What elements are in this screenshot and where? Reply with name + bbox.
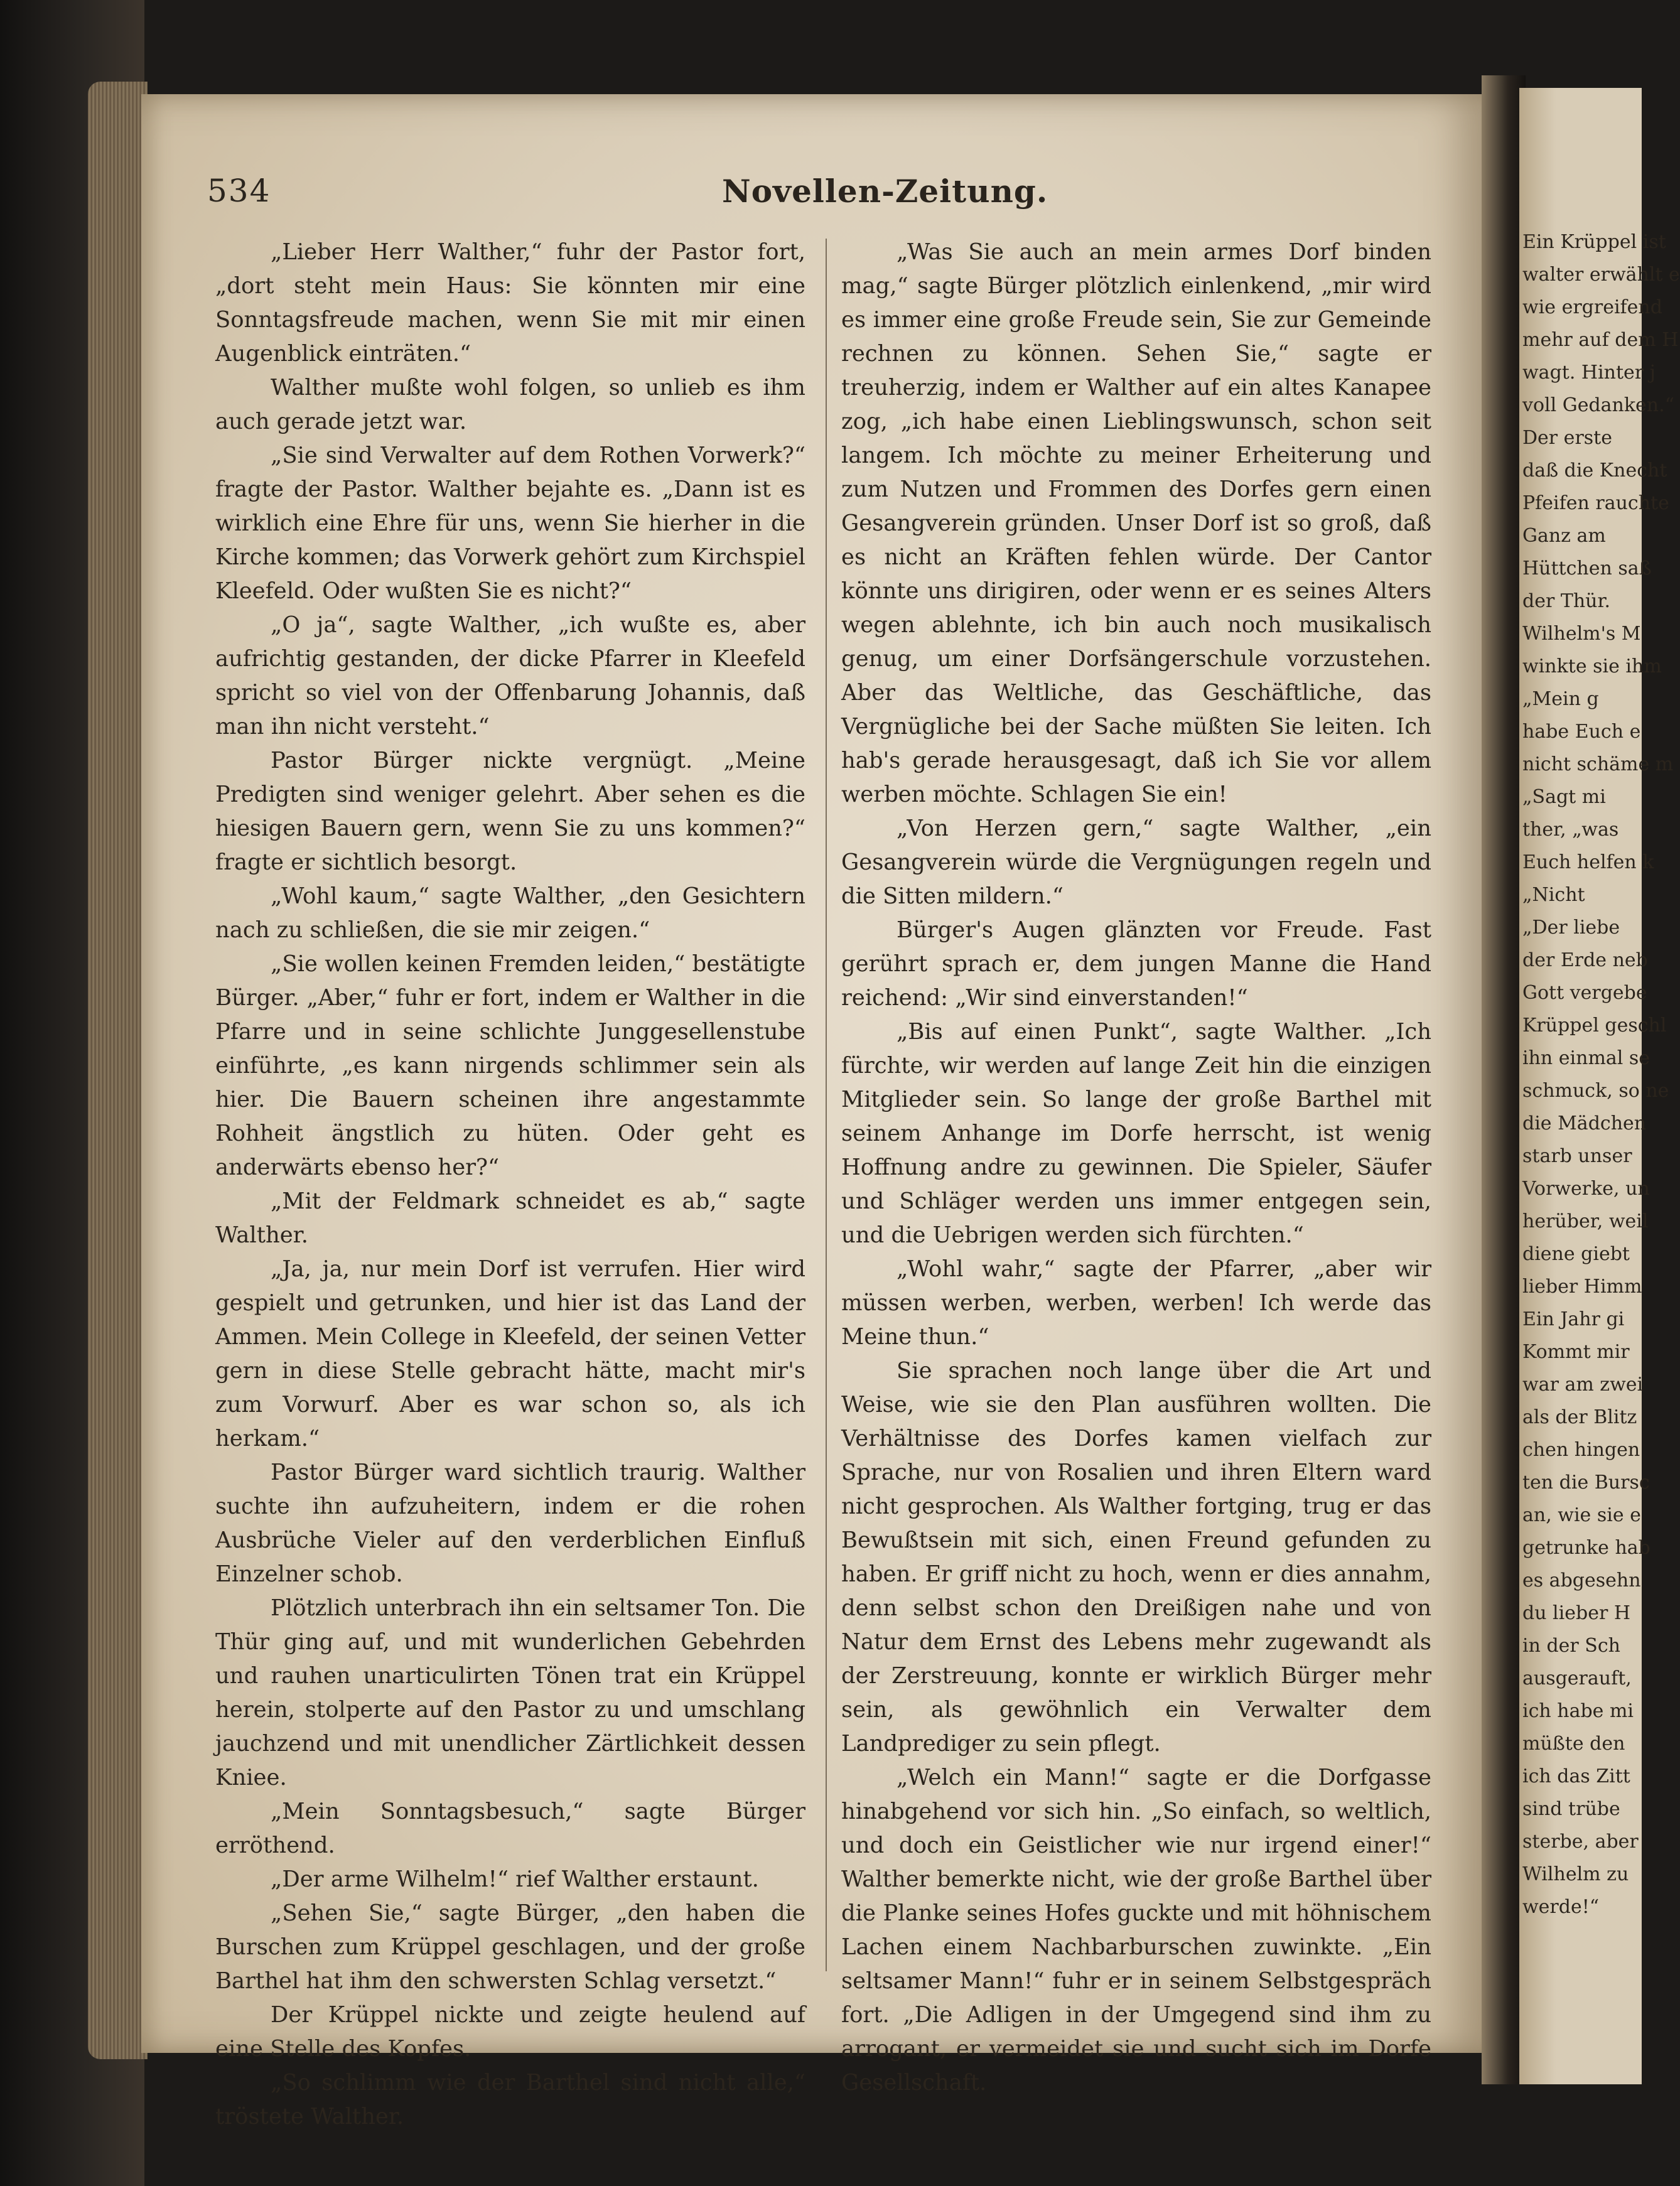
facing-page-line: winkte sie ihm	[1522, 655, 1662, 677]
facing-page-line: diene giebt	[1522, 1243, 1630, 1265]
facing-page-line: Gott vergebe	[1522, 982, 1647, 1004]
page-header	[207, 173, 1475, 223]
facing-page-line: sterbe, aber	[1522, 1831, 1639, 1853]
paragraph: Pastor Bürger nickte vergnügt. „Meine Predigten sind weniger gelehrt. Aber sehen es die hiesigen Bauern gern, wenn Sie zu uns kommen?“ fragte er sichtlich besorgt.	[215, 748, 805, 875]
facing-page-line: walter erwählt e	[1522, 264, 1680, 286]
page-number: 534	[207, 173, 271, 209]
paragraph: „Was Sie auch an mein armes Dorf binden mag,“ sagte Bürger plötzlich einlenkend, „mir wird es immer eine große Freude sein, Sie zur Gemeinde rechnen zu können. Sehen Sie,“ sagte er treuherzig, indem er Walther auf ein altes Kanapee zog, „ich habe einen Lieblingswunsch, schon seit langem. Ich möchte zu meiner Erheiterung und zum Nutzen und Frommen des Dorfes gern einen Gesangverein gründen. Unser Dorf ist so groß, daß es nicht an Kräften fehlen würde. Der Cantor könnte uns dirigiren, oder wenn er es seines Alters wegen ablehnte, ich bin auch noch musikalisch genug, um einer Dorfsängerschule vorzustehen. Aber das Weltliche, das Geschäftliche, das Vergnügliche bei der Sache müßten Sie leiten. Ich hab's gerade herausgesagt, daß ich Sie vor allem werben möchte. Schlagen Sie ein!	[841, 239, 1431, 807]
facing-page-line: ther, „was	[1522, 819, 1619, 841]
facing-page-line: nicht schäme m	[1522, 753, 1674, 775]
facing-page-line: Der erste	[1522, 427, 1612, 449]
facing-page-line: der Erde neb	[1522, 949, 1648, 971]
facing-page-line: werde!“	[1522, 1896, 1600, 1918]
paragraph: Pastor Bürger ward sichtlich traurig. Walther suchte ihn aufzuheitern, indem er die rohen Ausbrüche Vieler auf den verderblichen Einfluß Einzelner schob.	[215, 1460, 805, 1587]
paragraph: Plötzlich unterbrach ihn ein seltsamer Ton. Die Thür ging auf, und mit wunderlichen Gebehrden und rauhen unarticulirten Tönen trat ein Krüppel herein, stolperte auf den Pastor zu und umschlang jauchzend und mit unendlicher Zärtlichkeit dessen Kniee.	[215, 1595, 805, 1790]
facing-page-line: herüber, weil	[1522, 1210, 1649, 1232]
paragraph: „Ja, ja, nur mein Dorf ist verrufen. Hier wird gespielt und getrunken, und hier ist das Land der Ammen. Mein College in Kleefeld, der seinen Vetter gern in diese Stelle gebracht hätte, macht mir's zum Vorwurf. Aber es war schon so, als ich herkam.“	[215, 1256, 805, 1451]
facing-page-line: ihn einmal se	[1522, 1047, 1650, 1069]
paragraph: Bürger's Augen glänzten vor Freude. Fast gerührt sprach er, dem jungen Manne die Hand reichend: „Wir sind einverstanden!“	[841, 917, 1431, 1011]
facing-page-line: in der Sch	[1522, 1635, 1620, 1657]
facing-page-text	[1522, 226, 1680, 1924]
right-text-column	[841, 235, 1431, 2100]
facing-page-line: chen hingen	[1522, 1439, 1640, 1461]
facing-page-line: starb unser	[1522, 1145, 1632, 1167]
facing-page-line: Hüttchen saß	[1522, 557, 1652, 579]
facing-page-line: schmuck, so ne	[1522, 1080, 1669, 1102]
facing-page-line: du lieber H	[1522, 1602, 1631, 1624]
facing-page-line: wie ergreifend	[1522, 296, 1662, 318]
facing-page-line: als der Blitz	[1522, 1406, 1637, 1428]
facing-page-line: war am zwei	[1522, 1374, 1644, 1396]
facing-page-line: Pfeifen rauchte	[1522, 492, 1669, 514]
facing-page-line: „Sagt mi	[1522, 786, 1606, 808]
paragraph: „Welch ein Mann!“ sagte er die Dorfgasse hinabgehend vor sich hin. „So einfach, so weltlich, und doch ein Geistlicher wie nur irgend einer!“ Walther bemerkte nicht, wie der große Barthel über die Planke seines Hofes guckte und mit höhnischem Lachen einem Nachbarburschen zuwinkte. „Ein seltsamer Mann!“ fuhr er in seinem Selbstgespräch fort. „Die Adligen in der Umgegend sind ihm zu arrogant, er vermeidet sie und sucht sich im Dorfe Gesellschaft.	[841, 1765, 1431, 2096]
facing-page-line: ich habe mi	[1522, 1700, 1634, 1722]
facing-page-line: ich das Zitt	[1522, 1765, 1630, 1787]
facing-page-line: die Mädchen	[1522, 1112, 1647, 1134]
facing-page-line: Kommt mir	[1522, 1341, 1630, 1363]
facing-page-line: voll Gedanken.“	[1522, 394, 1674, 416]
facing-page-line: Ganz am	[1522, 525, 1606, 547]
facing-page-line: „Der liebe	[1522, 917, 1620, 939]
facing-page-line: Euch helfen k	[1522, 851, 1654, 873]
facing-page-line: mehr auf dem H	[1522, 329, 1679, 351]
facing-page-line: Ein Jahr gi	[1522, 1308, 1625, 1330]
facing-page-line: sind trübe	[1522, 1798, 1620, 1820]
paragraph: „Mit der Feldmark schneidet es ab,“ sagte Walther.	[215, 1188, 805, 1248]
paragraph: „Sehen Sie,“ sagte Bürger, „den haben die Burschen zum Krüppel geschlagen, und der große Barthel hat ihm den schwersten Schlag versetzt.“	[215, 1900, 805, 1994]
paragraph: „So schlimm wie der Barthel sind nicht alle,“ tröstete Walther.	[215, 2070, 805, 2129]
facing-page-line: „Mein g	[1522, 688, 1599, 710]
facing-page-line: der Thür.	[1522, 590, 1611, 612]
paragraph: Der Krüppel nickte und zeigte heulend auf eine Stelle des Kopfes.	[215, 2002, 805, 2062]
facing-page-line: ten die Bursc	[1522, 1472, 1650, 1494]
facing-page-line: wagt. Hinter j	[1522, 362, 1656, 384]
paragraph: „Bis auf einen Punkt“, sagte Walther. „Ich fürchte, wir werden auf lange Zeit hin die einzigen Mitglieder sein. So lange der große Barthel mit seinem Anhange im Dorfe herrscht, ist wenig Hoffnung andre zu gewinnen. Die Spieler, Säufer und Schläger werden uns immer entgegen sein, und die Uebrigen werden sich fürchten.“	[841, 1019, 1431, 1248]
facing-page-line: habe Euch e	[1522, 721, 1641, 743]
facing-page-line: daß die Knecht	[1522, 460, 1667, 482]
left-text-column	[215, 235, 805, 2134]
paragraph: „Sie sind Verwalter auf dem Rothen Vorwerk?“ fragte der Pastor. Walther bejahte es. „Dann ist es wirklich eine Ehre für uns, wenn Sie hierher in die Kirche kommen; das Vorwerk gehört zum Kirchspiel Kleefeld. Oder wußten Sie es nicht?“	[215, 443, 805, 604]
facing-page-line: Wilhelm zu	[1522, 1863, 1629, 1885]
facing-page-fragment	[1519, 88, 1680, 2084]
facing-page-line: an, wie sie e	[1522, 1504, 1641, 1526]
facing-page-line: Krüppel geschl	[1522, 1015, 1667, 1036]
facing-page-line: es abgesehn	[1522, 1570, 1641, 1591]
facing-page-line: lieber Himm	[1522, 1276, 1642, 1298]
facing-page-line: Vorwerke, un	[1522, 1178, 1650, 1200]
paragraph: „O ja“, sagte Walther, „ich wußte es, aber aufrichtig gestanden, der dicke Pfarrer in Kleefeld spricht so viel von der Offenbarung Johannis, daß man ihn nicht versteht.“	[215, 612, 805, 740]
paragraph: „Von Herzen gern,“ sagte Walther, „ein Gesangverein würde die Vergnügungen regeln und die Sitten mildern.“	[841, 816, 1431, 909]
facing-page-line: Wilhelm's M	[1522, 623, 1641, 645]
facing-page-line: „Nicht	[1522, 884, 1585, 906]
facing-page-line: ausgerauft,	[1522, 1667, 1632, 1689]
paragraph: „Lieber Herr Walther,“ fuhr der Pastor fort, „dort steht mein Haus: Sie könnten mir eine Sonntagsfreude machen, wenn Sie mit mir einen Augenblick einträten.“	[215, 239, 805, 367]
facing-page-line: getrunke hab	[1522, 1537, 1650, 1559]
facing-page-line: müßte den	[1522, 1733, 1625, 1755]
paragraph: Walther mußte wohl folgen, so unlieb es ihm auch gerade jetzt war.	[215, 375, 805, 434]
paragraph: „Der arme Wilhelm!“ rief Walther erstaunt.	[271, 1866, 759, 1892]
paragraph: „Wohl kaum,“ sagte Walther, „den Gesichtern nach zu schließen, die sie mir zeigen.“	[215, 883, 805, 943]
paragraph: Sie sprachen noch lange über die Art und Weise, wie sie den Plan ausführen wollten. Die Verhältnisse des Dorfes kamen vielfach zur Sprache, nur von Rosalien und ihren Eltern ward nicht gesprochen. Als Walther fortging, trug er das Bewußtsein mit sich, einen Freund gefunden zu haben. Er griff nicht zu hoch, wenn er dies annahm, denn selbst schon den Dreißigen nahe und von Natur dem Ernst des Lebens mehr zugewandt als der Zerstreuung, konnte er wirklich Bürger mehr sein, als gewöhnlich ein Verwalter dem Landprediger zu sein pflegt.	[841, 1358, 1431, 1757]
paragraph: „Wohl wahr,“ sagte der Pfarrer, „aber wir müssen werben, werben, werben! Ich werde das Meine thun.“	[841, 1256, 1431, 1350]
facing-page-line: Ein Krüppel ist	[1522, 231, 1666, 253]
paragraph: „Sie wollen keinen Fremden leiden,“ bestätigte Bürger. „Aber,“ fuhr er fort, indem er Walther in die Pfarre und in seine schlichte Junggesellenstube einführte, „es kann nirgends schlimmer sein als hier. Die Bauern scheinen ihre angestammte Rohheit ängstlich zu hüten. Oder geht es anderwärts ebenso her?“	[215, 951, 805, 1180]
running-title: Novellen-Zeitung.	[722, 173, 1048, 210]
page-edges	[88, 82, 148, 2059]
paragraph: „Mein Sonntagsbesuch,“ sagte Bürger erröthend.	[215, 1799, 805, 1858]
column-divider	[826, 239, 827, 1971]
